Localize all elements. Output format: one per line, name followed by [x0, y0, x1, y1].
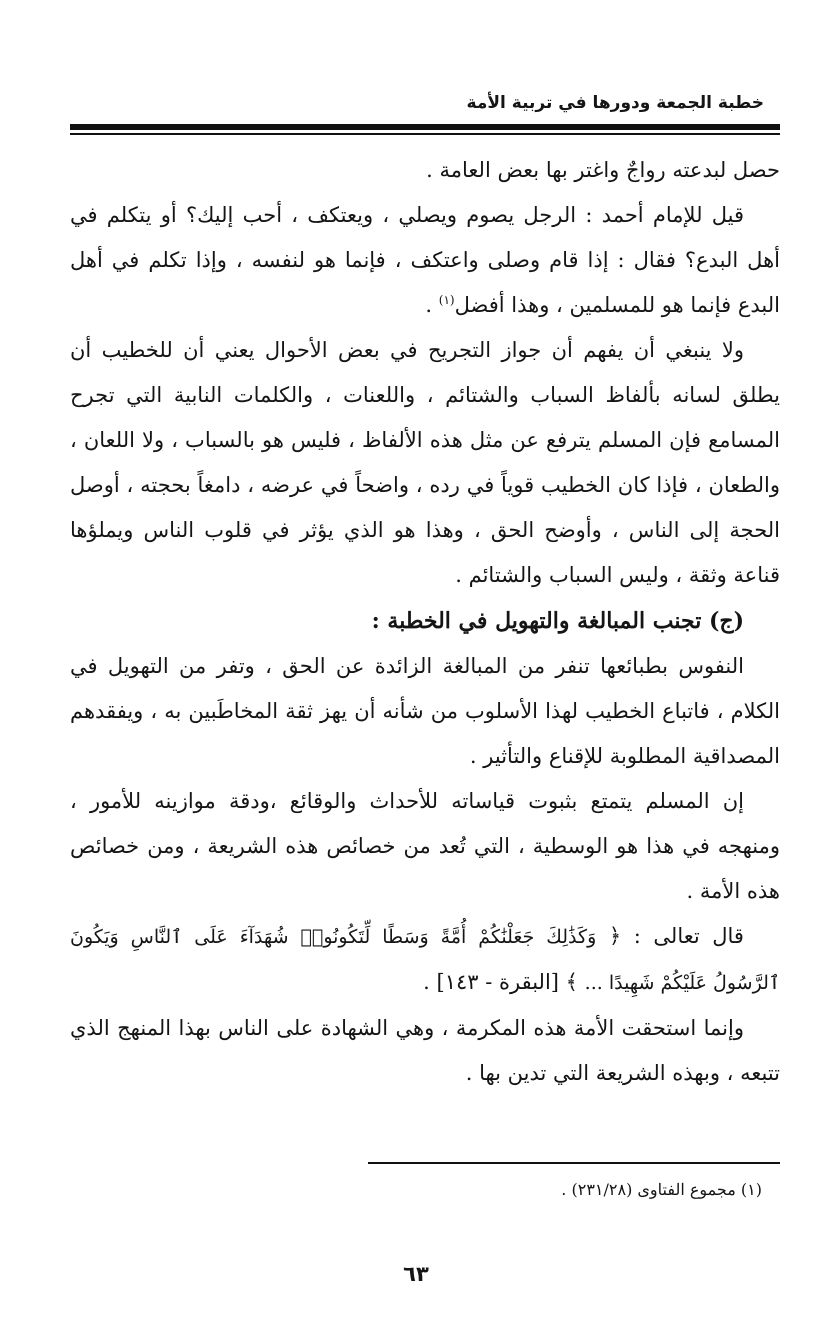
quote-open-bracket: ﴿: [608, 924, 622, 948]
paragraph-1: حصل لبدعته رواجٌ واغتر بها بعض العامة .: [426, 158, 780, 182]
page-number: ٦٣: [403, 1262, 429, 1286]
header-rule-thin: [70, 133, 780, 135]
paragraph-3: ولا ينبغي أن يفهم أن جواز التجريح في بعض الأحوال يعني أن للخطيب أن يطلق لسانه بألفاظ السباب والشتائم ، واللعنات ، والكلمات النابية التي تجرح المسامع فإن المسلم يترفع عن مثل هذه الألفاظ ، فليس هو بالسباب ، ولا اللعان ، والطعان ، فإذا كان الخطيب قوياً في رده ، واضحاً في عرضه ، دامغاً بحجته ، أوصل الحجة إلى الناس ، وأوضح الحق ، وهذا هو الذي يؤثر في قلوب الناس ويملؤها قناعة وثقة ، وليس السباب والشتائم .: [70, 338, 781, 587]
paragraph-6: وإنما استحقت الأمة هذه المكرمة ، وهي الشهادة على الناس بهذا المنهج الذي تتبعه ، وبهذه الشريعة التي تدين بها .: [70, 1016, 780, 1085]
quote-close-bracket: ﴾: [565, 970, 578, 994]
header-rule-thick: [70, 124, 780, 130]
paragraph-5: إن المسلم يتمتع بثبوت قياساته للأحداث والوقائع ،ودقة موازينه للأمور ، ومنهجه في هذا هو الوسطية ، التي تُعد من خصائص هذه الشريعة ، ومن خصائص هذه الأمة .: [70, 789, 780, 903]
quote-reference: [البقرة - ١٤٣] .: [423, 970, 566, 994]
section-heading: (ج) تجنب المبالغة والتهويل في الخطبة :: [371, 608, 744, 634]
paragraph-2-text: قيل للإمام أحمد : الرجل يصوم ويصلي ، ويعتكف ، أحب إليك؟ أو يتكلم في أهل البدع؟ فقال : إذا قام وصلى واعتكف ، فإنما هو لنفسه ، وإذا تكلم في أهل البدع فإنما هو للمسلمين ، وهذا أفضل: [70, 203, 780, 317]
footnote-marker: (١): [438, 293, 455, 307]
paragraph-4: النفوس بطبائعها تنفر من المبالغة الزائدة عن الحق ، وتفر من التهويل في الكلام ، فاتباع الخطيب لهذا الأسلوب من شأنه أن يهز ثقة المخاطَبين به ، ويفقدهم المصداقية المطلوبة للإقناع والتأثير .: [70, 654, 780, 768]
footnote: (١) مجموع الفتاوى (٢٣١/٢٨) .: [561, 1180, 762, 1199]
quran-quote: [70, 914, 780, 1006]
running-header-title: خطبة الجمعة ودورها في تربية الأمة: [466, 93, 764, 113]
paragraph-2: [70, 193, 780, 328]
body-text: [70, 148, 780, 1096]
quote-intro: قال تعالى :: [621, 924, 744, 948]
paragraph-2-tail: .: [425, 293, 439, 317]
footnote-rule: [368, 1162, 780, 1164]
quote-verse: وَكَذَٰلِكَ جَعَلْنَٰكُمْ أُمَّةً وَسَطًا لِّتَكُونُوا۟ شُهَدَآءَ عَلَى ٱلنَّاسِ وَيَكُونَ ٱلرَّسُولُ عَلَيْكُمْ شَهِيدًا ...: [70, 926, 780, 994]
